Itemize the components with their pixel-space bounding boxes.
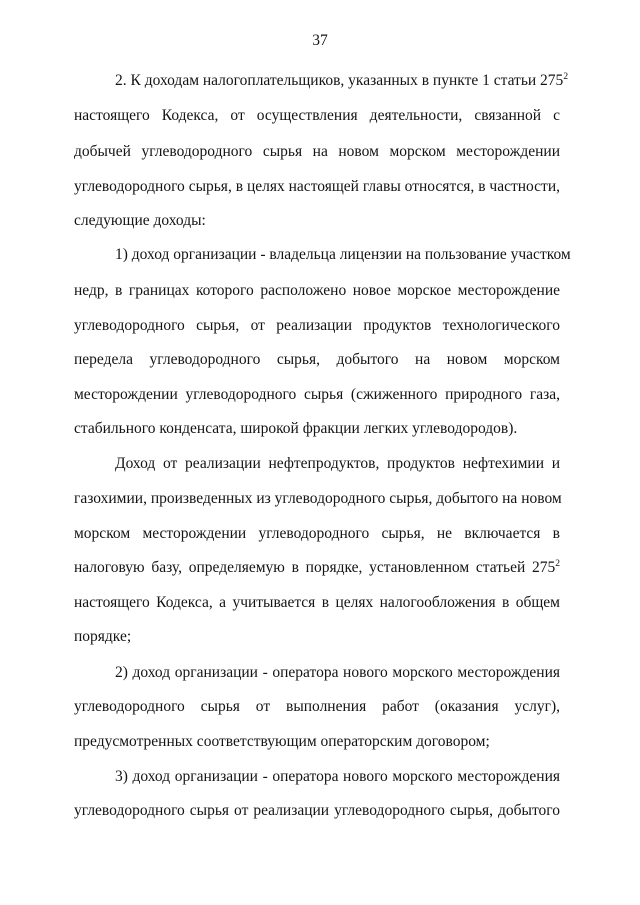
paragraph-1-line-2: настоящего Кодекса, от осуществления деятельности, связанной с <box>74 107 560 124</box>
paragraph-1-line-1 <box>115 72 569 90</box>
paragraph-3-line-1: Доход от реализации нефтепродуктов, продуктов нефтехимии и <box>115 455 560 472</box>
superscript: 2 <box>555 559 560 569</box>
paragraph-4-line-1: 2) доход организации - оператора нового морского месторождения <box>115 664 560 681</box>
paragraph-2-line-5: месторождении углеводородного сырья (сжиженного природного газа, <box>74 386 560 403</box>
paragraph-4-line-2: углеводородного сырья от выполнения работ (оказания услуг), <box>74 698 560 715</box>
paragraph-5-line-1: 3) доход организации - оператора нового морского месторождения <box>115 768 560 785</box>
text-span: 2. К доходам налогоплательщиков, указанных в пункте 1 статьи 275 <box>115 72 564 89</box>
paragraph-2-line-3: углеводородного сырья, от реализации продуктов технологического <box>74 317 560 334</box>
paragraph-2-line-4: передела углеводородного сырья, добытого на новом морском <box>74 351 560 368</box>
paragraph-2-line-1: 1) доход организации - владельца лицензии на пользование участком <box>115 246 571 263</box>
paragraph-3-line-2: газохимии, произведенных из углеводородного сырья, добытого на новом <box>74 490 562 507</box>
paragraph-1-line-3: добычей углеводородного сырья на новом морском месторождении <box>74 143 560 160</box>
paragraph-3-line-3: морском месторождении углеводородного сырья, не включается в <box>74 525 560 542</box>
superscript: 2 <box>563 72 569 82</box>
paragraph-1-line-4: углеводородного сырья, в целях настоящей главы относятся, в частности, <box>74 178 560 195</box>
paragraph-4-line-3: предусмотренных соответствующим операторским договором; <box>74 733 490 750</box>
paragraph-1-line-5: следующие доходы: <box>74 212 206 229</box>
paragraph-3-line-6: порядке; <box>74 628 132 645</box>
paragraph-3-line-5: настоящего Кодекса, а учитывается в целях налогообложения в общем <box>74 594 560 611</box>
paragraph-5-line-2: углеводородного сырья от реализации углеводородного сырья, добытого <box>74 802 560 819</box>
paragraph-2-line-6: стабильного конденсата, широкой фракции легких углеводородов). <box>74 420 518 437</box>
text-span: налоговую базу, определяемую в порядке, установленном статьей 275 <box>74 559 556 576</box>
page-number: 37 <box>312 32 328 49</box>
paragraph-2-line-2: недр, в границах которого расположено новое морское месторождение <box>74 282 560 299</box>
paragraph-3-line-4 <box>74 559 560 577</box>
